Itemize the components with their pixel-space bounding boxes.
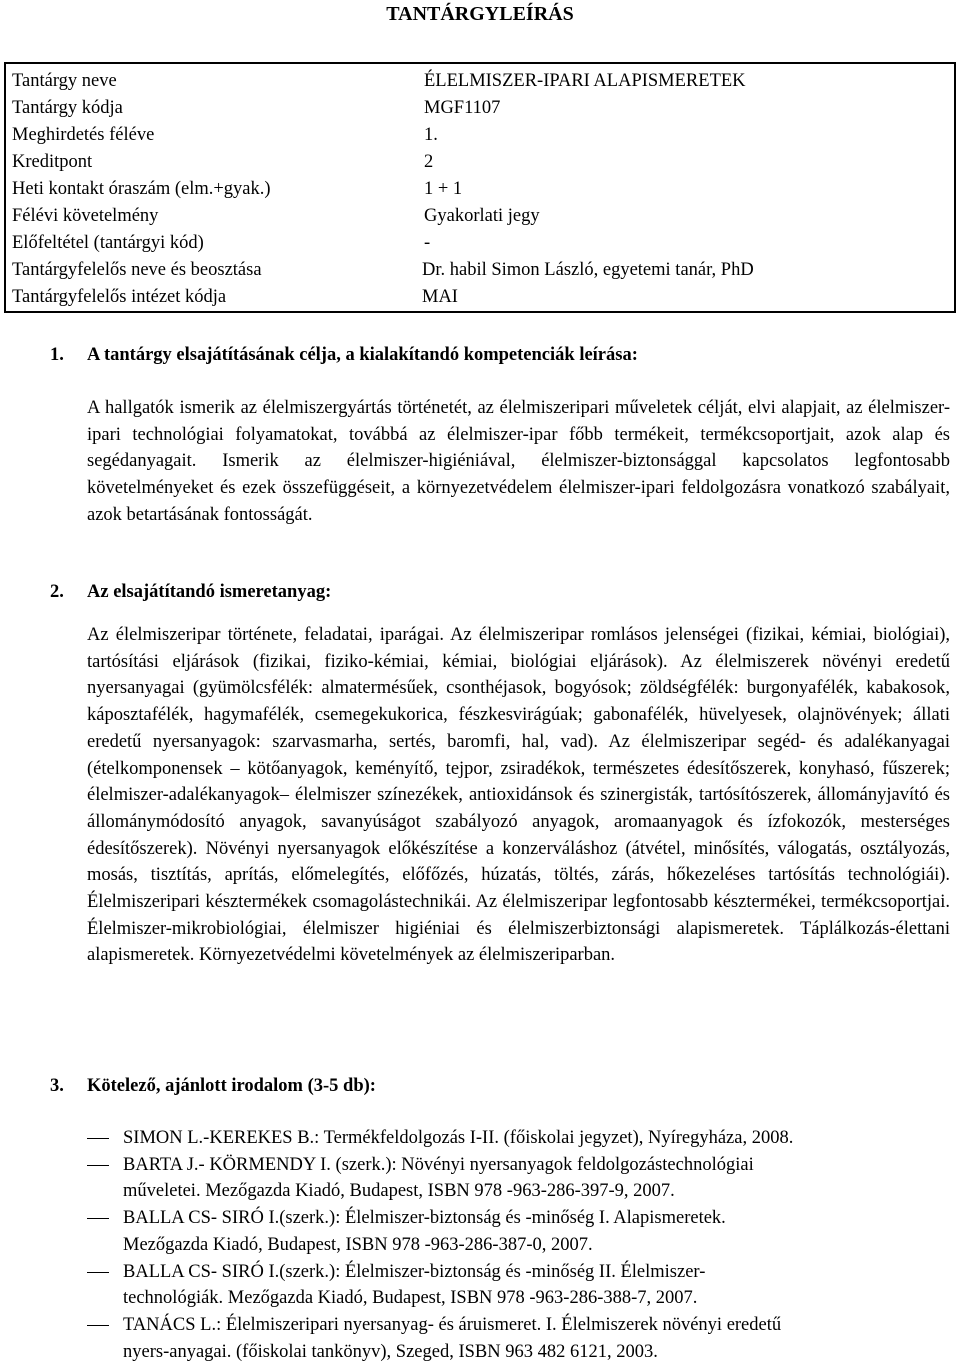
info-value: Dr. habil Simon László, egyetemi tanár, PhD [422,260,754,280]
info-row-semester [6,122,954,149]
info-label: Tantárgy neve [12,71,117,91]
section-title: Az elsajátítandó ismeretanyag: [87,582,332,602]
section-body-objectives: A hallgatók ismerik az élelmiszergyártás történetét, az élelmiszeripari műveletek célját, elvi alapjait, az élelmiszer-ipari technológiai folyamatokat, továbbá az élelmiszer-ipar főbb termékeit, termékcsoportjait, azok alap és segédanyagait. Ismerik az élelmiszer-higiéniával, élelmiszer-biztonsággal kapcsolatos legfontosabb követelményeket és ezek összefüggéseit, a környezetvédelem élelmiszer-ipari feldolgozásra vonatkozó szabályait, azok betartásának fontosságát. [87,398,950,525]
info-row-institute-code [6,284,954,311]
info-value: ÉLELMISZER-IPARI ALAPISMERETEK [424,71,746,91]
section-number: 2. [50,582,64,602]
info-label: Kreditpont [12,152,93,172]
info-row-contact-hours [6,176,954,203]
dash-bullet-icon [87,1325,109,1326]
reference-line: technológiák. Mezőgazda Kiadó, Budapest, ISBN 978 -963-286-388-7, 2007. [123,1288,698,1309]
info-row-requirement [6,203,954,230]
info-value: MAI [422,287,458,307]
reference-line: BALLA CS- SIRÓ I.(szerk.): Élelmiszer-biztonság és -minőség II. Élelmiszer- [123,1261,706,1282]
dash-bullet-icon [87,1272,109,1273]
info-value: Gyakorlati jegy [424,206,540,226]
reference-line: BARTA J.- KÖRMENDY I. (szerk.): Növényi nyersanyagok feldolgozástechnológiai [123,1154,754,1175]
info-label: Tantárgyfelelős intézet kódja [12,287,227,307]
reference-line: SIMON L.-KEREKES B.: Termékfeldolgozás I-II. (főiskolai jegyzet), Nyíregyháza, 2008. [123,1128,794,1148]
info-label: Félévi követelmény [12,206,159,226]
section-number: 1. [50,345,64,365]
list-item [87,1125,950,1152]
info-row-credits [6,149,954,176]
reference-line: TANÁCS L.: Élelmiszeripari nyersanyag- és áruismeret. I. Élelmiszerek növényi eredetű [123,1314,782,1335]
course-info-table [4,62,956,313]
dash-bullet-icon [87,1218,109,1219]
info-value: 1 + 1 [424,179,463,199]
reference-line: műveletei. Mezőgazda Kiadó, Budapest, ISBN 978 -963-286-397-9, 2007. [123,1181,675,1202]
reference-line: nyers-anyagai. (főiskolai tankönyv), Szeged, ISBN 963 482 6121, 2003. [123,1341,658,1362]
info-label: Tantárgy kódja [12,98,123,118]
info-row-prerequisite [6,230,954,257]
list-item [87,1205,950,1258]
section-heading-literature [50,1073,376,1099]
reference-line: Mezőgazda Kiadó, Budapest, ISBN 978 -963-286-387-0, 2007. [123,1234,593,1255]
dash-bullet-icon [87,1165,109,1166]
dash-bullet-icon [87,1138,109,1139]
section-number: 3. [50,1076,64,1096]
section-heading-curriculum [50,579,331,605]
info-value: MGF1107 [424,98,501,118]
info-value: 1. [424,125,438,145]
section-body-curriculum: Az élelmiszeripar története, feladatai, iparágai. Az élelmiszeripar romlásos jelenségei (fizikai, kémiai, biológiai), tartósítási eljárások (fizikai, fiziko-kémiai, kémiai, biológiai eljárások). Az élelmiszerek növényi eredetű nyersanyagai (gyümölcsfélék: almatermésűek, csonthéjasok, bogyósok; zöldségfélék: burgonyafélék, kabakosok, káposztafélék, hagymafélék, csemegekukorica, fészkesvirágúak; gabonafélék, hüvelyesek, olajnövények; állati eredetű nyersanyagok: szarvasmarha, sertés, baromfi, hal, vad). Az élelmiszeripar segéd- és adalékanyagai (ételkomponensek – kötőanyagok, keményítő, tejpor, zsiradékok, természetes édesítőszerek, konyhasó, fűszerek; élelmiszer-adalékanyagok– élelmiszer színezékek, antioxidánsok és szinergisták, tartósítószerek, állományjavító és állománymódosító anyagok, savanyúságot szabályozó anyagok, aromaanyagok és ízfokozók, mesterséges édesítőszerek). Növényi nyersanyagok előkészítése a konzerváláshoz (átvétel, minősítés, válogatás, osztályozás, mosás, tisztítás, aprítás, előmelegítés, előfőzés, húzatás, töltés, zárás, hőkezeléses tartósítás technológiái). Élelmiszeripari késztermékek csomagolástechnikái. Az élelmiszeripar legfontosabb késztermékei, termékcsoportjai. Élelmiszer-mikrobiológiai, élelmiszer higiéniai és élelmiszerbiztonsági alapismeretek. Táplálkozás-élettani alapismeretek. Környezetvédelmi követelmények az élelmiszeriparban. [87,625,950,966]
section-heading-objectives [50,342,638,368]
info-label: Tantárgyfelelős neve és beosztása [12,260,262,280]
list-item [87,1312,950,1365]
document-title: TANTÁRGYLEÍRÁS [386,3,574,25]
info-value: 2 [424,152,434,172]
info-row-course-code [6,95,954,122]
reference-line: BALLA CS- SIRÓ I.(szerk.): Élelmiszer-biztonság és -minőség I. Alapismeretek. [123,1208,726,1229]
reference-list [87,1125,950,1365]
info-label: Előfeltétel (tantárgyi kód) [12,233,204,253]
section-title: A tantárgy elsajátításának célja, a kialakítandó kompetenciák leírása: [87,345,638,365]
info-row-responsible [6,257,954,284]
info-row-course-name [6,68,954,95]
section-title: Kötelező, ajánlott irodalom (3-5 db): [87,1076,376,1096]
list-item [87,1259,950,1312]
info-value: - [424,233,431,253]
list-item [87,1152,950,1205]
info-label: Meghirdetés féléve [12,125,155,145]
info-label: Heti kontakt óraszám (elm.+gyak.) [12,179,271,199]
